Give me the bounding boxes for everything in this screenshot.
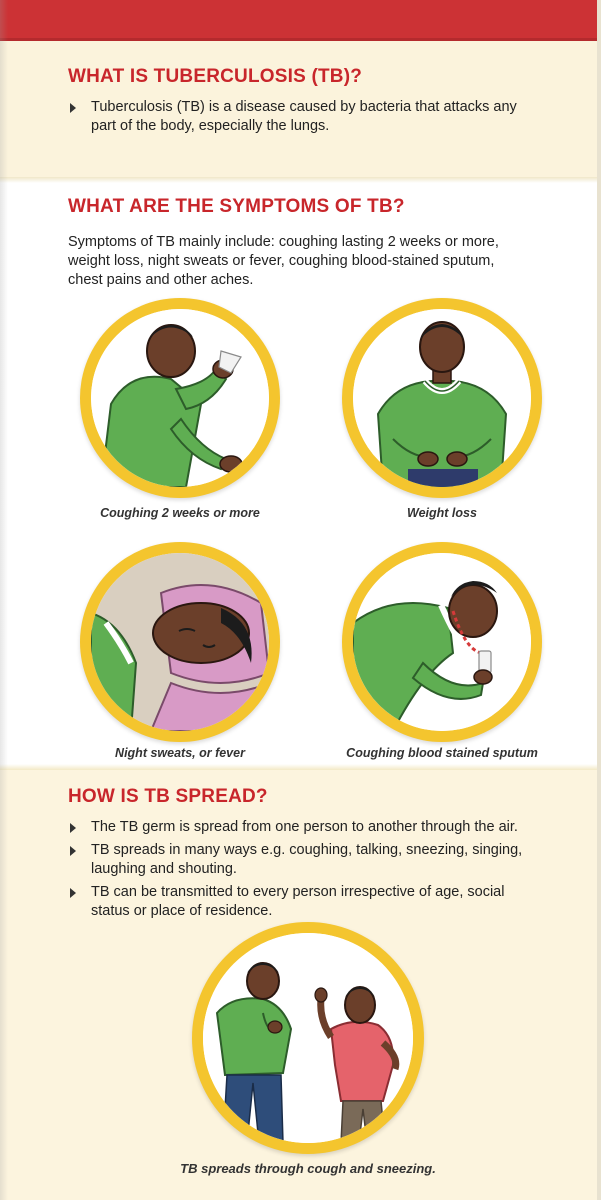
header-red-band bbox=[0, 0, 601, 41]
paragraph-line: Symptoms of TB mainly include: coughing lasting 2 weeks or more, bbox=[68, 234, 499, 250]
illustration-caption: Coughing 2 weeks or more bbox=[100, 506, 260, 520]
thin-man-illustration-icon bbox=[353, 309, 531, 487]
section-title-how-spread: HOW IS TB SPREAD? bbox=[68, 786, 268, 807]
paragraph-line: chest pains and other aches. bbox=[68, 272, 254, 288]
bullet-line: Tuberculosis (TB) is a disease caused by bacteria that attacks any bbox=[91, 99, 517, 115]
illustration-circle bbox=[80, 298, 280, 498]
sick-in-bed-illustration-icon bbox=[91, 553, 269, 731]
page-edge bbox=[597, 0, 601, 1200]
bullet-item bbox=[70, 841, 580, 879]
bullet-line: TB can be transmitted to every person irrespective of age, social bbox=[91, 884, 505, 900]
illustration-circle bbox=[342, 542, 542, 742]
paragraph-line: weight loss, night sweats or fever, coughing blood-stained sputum, bbox=[68, 253, 495, 269]
illustration-caption: TB spreads through cough and sneezing. bbox=[180, 1161, 436, 1176]
illustration-circle bbox=[342, 298, 542, 498]
page-edge-shadow bbox=[0, 0, 8, 1200]
bullet-triangle-icon bbox=[70, 823, 76, 833]
bullet-triangle-icon bbox=[70, 888, 76, 898]
section-title-symptoms: WHAT ARE THE SYMPTOMS OF TB? bbox=[68, 196, 405, 217]
illustration-caption: Coughing blood stained sputum bbox=[346, 746, 538, 760]
illustration-circle bbox=[80, 542, 280, 742]
bullet-line: status or place of residence. bbox=[91, 903, 273, 919]
bullet-triangle-icon bbox=[70, 103, 76, 113]
illustration-caption: Night sweats, or fever bbox=[115, 746, 245, 760]
bullet-line: TB spreads in many ways e.g. coughing, talking, sneezing, singing, bbox=[91, 842, 523, 858]
bullet-item bbox=[70, 818, 580, 837]
bullet-item bbox=[70, 883, 580, 921]
bullet-line: laughing and shouting. bbox=[91, 861, 237, 877]
bullet-item bbox=[70, 98, 570, 136]
bullet-triangle-icon bbox=[70, 846, 76, 856]
man-coughing-illustration-icon bbox=[91, 309, 269, 487]
bullet-line: part of the body, especially the lungs. bbox=[91, 118, 330, 134]
illustration-circle bbox=[192, 922, 424, 1154]
section-title-what-is-tb: WHAT IS TUBERCULOSIS (TB)? bbox=[68, 66, 363, 87]
two-men-coughing-illustration-icon bbox=[203, 933, 413, 1143]
illustration-caption: Weight loss bbox=[407, 506, 477, 520]
symptoms-paragraph bbox=[68, 233, 568, 290]
bullet-line: The TB germ is spread from one person to another through the air. bbox=[91, 819, 518, 835]
paper-divider bbox=[0, 764, 601, 770]
coughing-sputum-illustration-icon bbox=[353, 553, 531, 731]
